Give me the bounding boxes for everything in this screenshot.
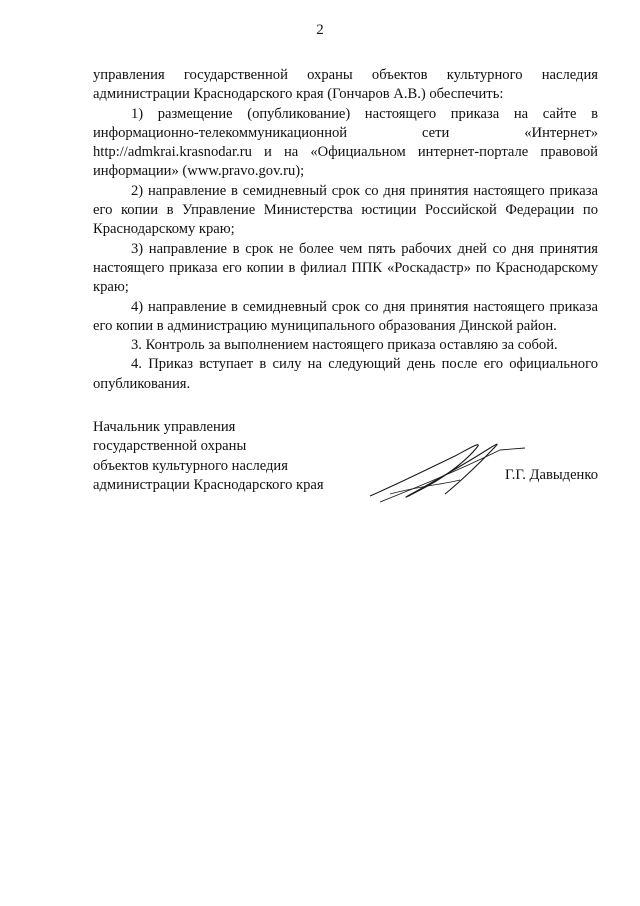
paragraph-item-4: 4) направление в семидневный срок со дня принятия настоящего приказа его копии в администрацию муниципального образования Динской район. (93, 298, 598, 334)
signatory-title-line: объектов культурного наследия (93, 457, 288, 474)
paragraph-item-1: 1) размещение (опубликование) настоящего приказа на сайте в информационно-телекоммуникационной сети «Интернет» http://admkrai.krasnodar.ru и на «Официальном интернет-портале правовой информации» (www.pravo.gov.ru); (93, 105, 598, 180)
signatory-title-line: администрации Краснодарского края (93, 476, 324, 493)
page-number: 2 (316, 22, 324, 38)
document-body (93, 66, 598, 394)
paragraph-item-3: 3) направление в срок не более чем пять рабочих дней со дня принятия настоящего приказа его копии в филиал ППК «Роскадастр» по Краснодарскому краю; (93, 240, 598, 296)
paragraph-continuation: управления государственной охраны объектов культурного наследия администрации Краснодарского края (Гончаров А.В.) обеспечить: (93, 67, 598, 103)
paragraph-clause-3: 3. Контроль за выполнением настоящего приказа оставляю за собой. (131, 337, 558, 354)
paragraph-clause-4: 4. Приказ вступает в силу на следующий день после его официального опубликования. (93, 356, 598, 392)
signatory-title-line: государственной охраны (93, 438, 247, 455)
paragraph-item-2: 2) направление в семидневный срок со дня принятия настоящего приказа его копии в Управление Министерства юстиции Российской Федерации по Краснодарскому краю; (93, 182, 598, 238)
signatory-title-line: Начальник управления (93, 419, 236, 435)
signatory-name: Г.Г. Давыденко (504, 467, 598, 483)
